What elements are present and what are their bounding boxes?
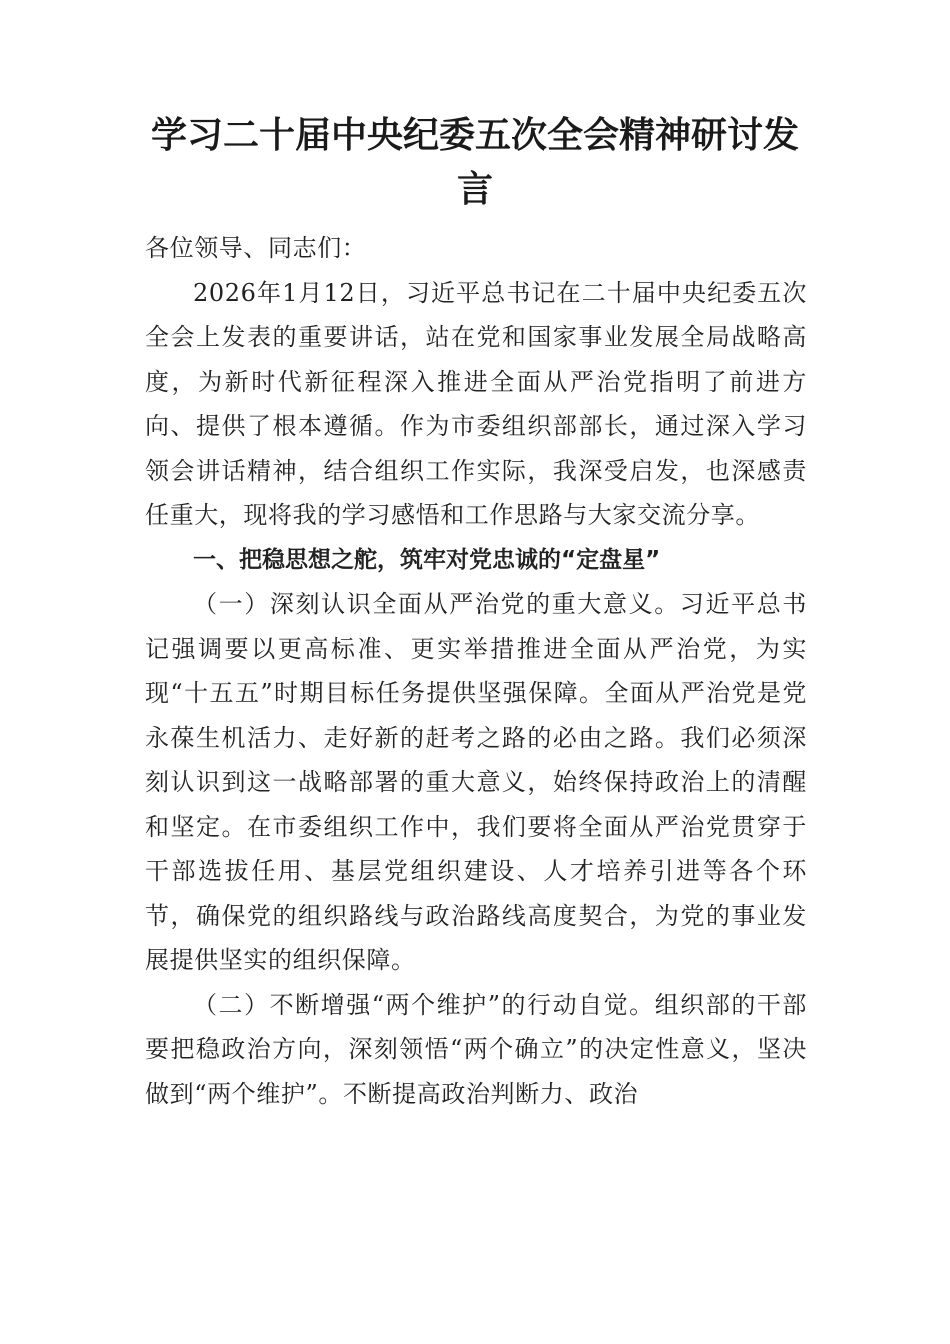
document-body <box>145 226 807 1116</box>
section-paragraph-1: （一）深刻认识全面从严治党的重大意义。习近平总书记强调要以更高标准、更实举措推进全面从严治党，为实现“十五五”时期目标任务提供坚强保障。全面从严治党是党永葆生机活力、走好新的赶考之路的必由之路。我们必须深刻认识到这一战略部署的重大意义，始终保持政治上的清醒和坚定。在市委组织工作中，我们要将全面从严治党贯穿于干部选拔任用、基层党组织建设、人才培养引进等各个环节，确保党的组织路线与政治路线高度契合，为党的事业发展提供坚实的组织保障。 <box>145 590 807 974</box>
section-heading: 一、把稳思想之舵，筑牢对党忠诚的“定盘星” <box>193 546 661 573</box>
section-paragraph-2: （二）不断增强“两个维护”的行动自觉。组织部的干部要把稳政治方向，深刻领悟“两个确立”的决定性意义，坚决做到“两个维护”。不断提高政治判断力、政治 <box>145 990 807 1108</box>
salutation: 各位领导、同志们： <box>145 234 367 262</box>
intro-paragraph: 2026年1月12日，习近平总书记在二十届中央纪委五次全会上发表的重要讲话，站在党和国家事业发展全局战略高度，为新时代新征程深入推进全面从严治党指明了前进方向、提供了根本遵循。作为市委组织部部长，通过深入学习领会讲话精神，结合组织工作实际，我深受启发，也深感责任重大，现将我的学习感悟和工作思路与大家交流分享。 <box>145 278 807 529</box>
document-title: 学习二十届中央纪委五次全会精神研讨发言 <box>150 114 799 210</box>
